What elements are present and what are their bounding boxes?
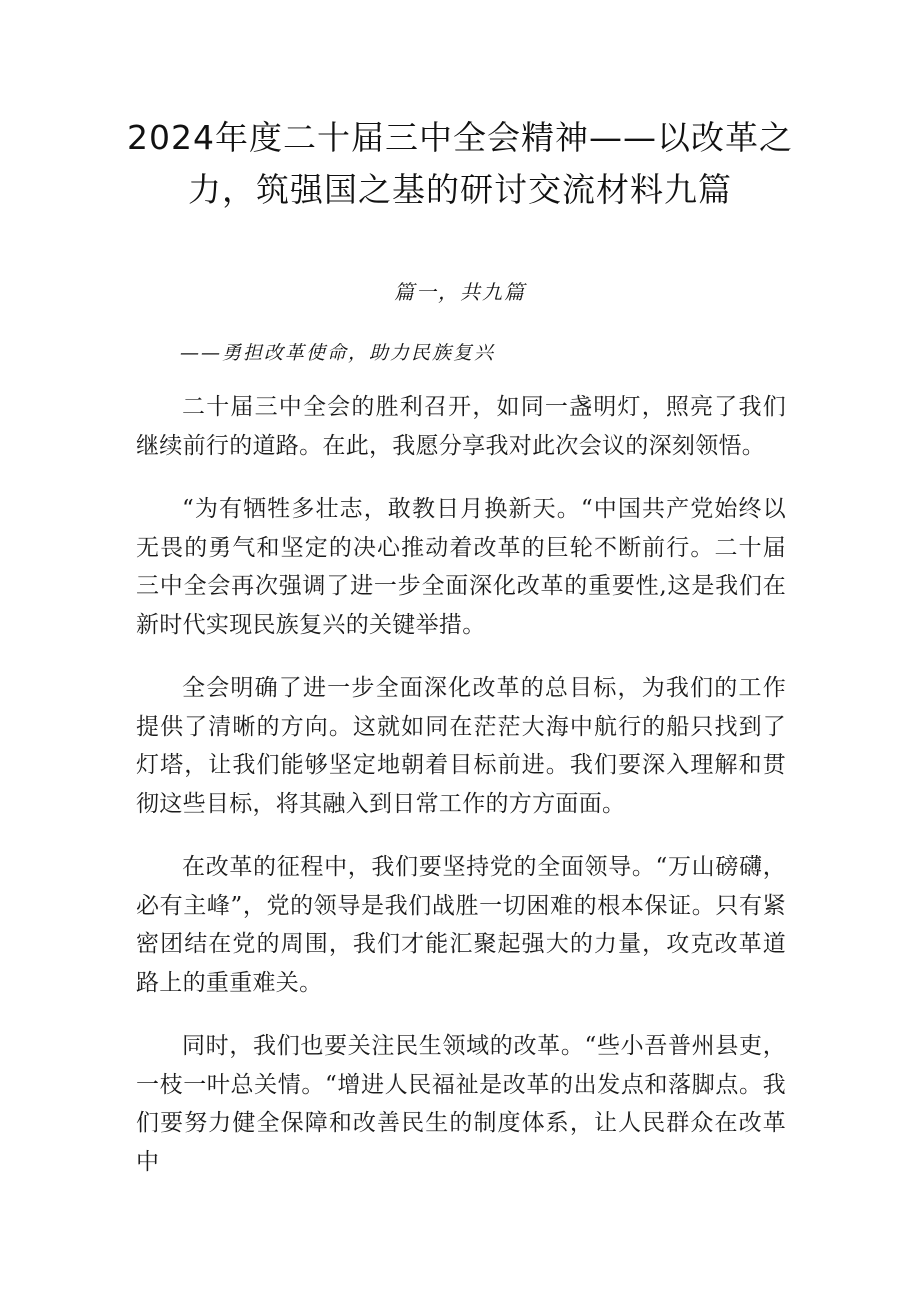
paragraph: 同时，我们也要关注民生领域的改革。“些小吾普州县吏，一枝一叶总关情。“增进人民福祉是改革的出发点和落脚点。我们要努力健全保障和改善民生的制度体系，让人民群众在改革中 [136, 1033, 786, 1175]
paragraph: 在改革的征程中，我们要坚持党的全面领导。“万山磅礴，必有主峰”，党的领导是我们战胜一切困难的根本保证。只有紧密团结在党的周围，我们才能汇聚起强大的力量，攻克改革道路上的重重难关。 [136, 854, 786, 996]
paragraph: 二十届三中全会的胜利召开，如同一盏明灯，照亮了我们继续前行的道路。在此，我愿分享我对此次会议的深刻领悟。 [136, 394, 786, 459]
section-subtitle: ——勇担改革使命，助力民族复兴 [180, 342, 496, 364]
document-title: 2024年度二十届三中全会精神——以改革之力，筑强国之基的研讨交流材料九篇 [127, 118, 793, 209]
section-heading: 篇一，共九篇 [394, 280, 526, 304]
paragraph: 全会明确了进一步全面深化改革的总目标，为我们的工作提供了清晰的方向。这就如同在茫茫大海中航行的船只找到了灯塔，让我们能够坚定地朝着目标前进。我们要深入理解和贯彻这些目标，将其融入到日常工作的方方面面。 [136, 675, 786, 817]
body-text [136, 388, 786, 1206]
paragraph: “为有牺牲多壮志，敢教日月换新天。“中国共产党始终以无畏的勇气和坚定的决心推动着改革的巨轮不断前行。二十届三中全会再次强调了进一步全面深化改革的重要性,这是我们在新时代实现民族复兴的关键举措。 [136, 496, 786, 638]
